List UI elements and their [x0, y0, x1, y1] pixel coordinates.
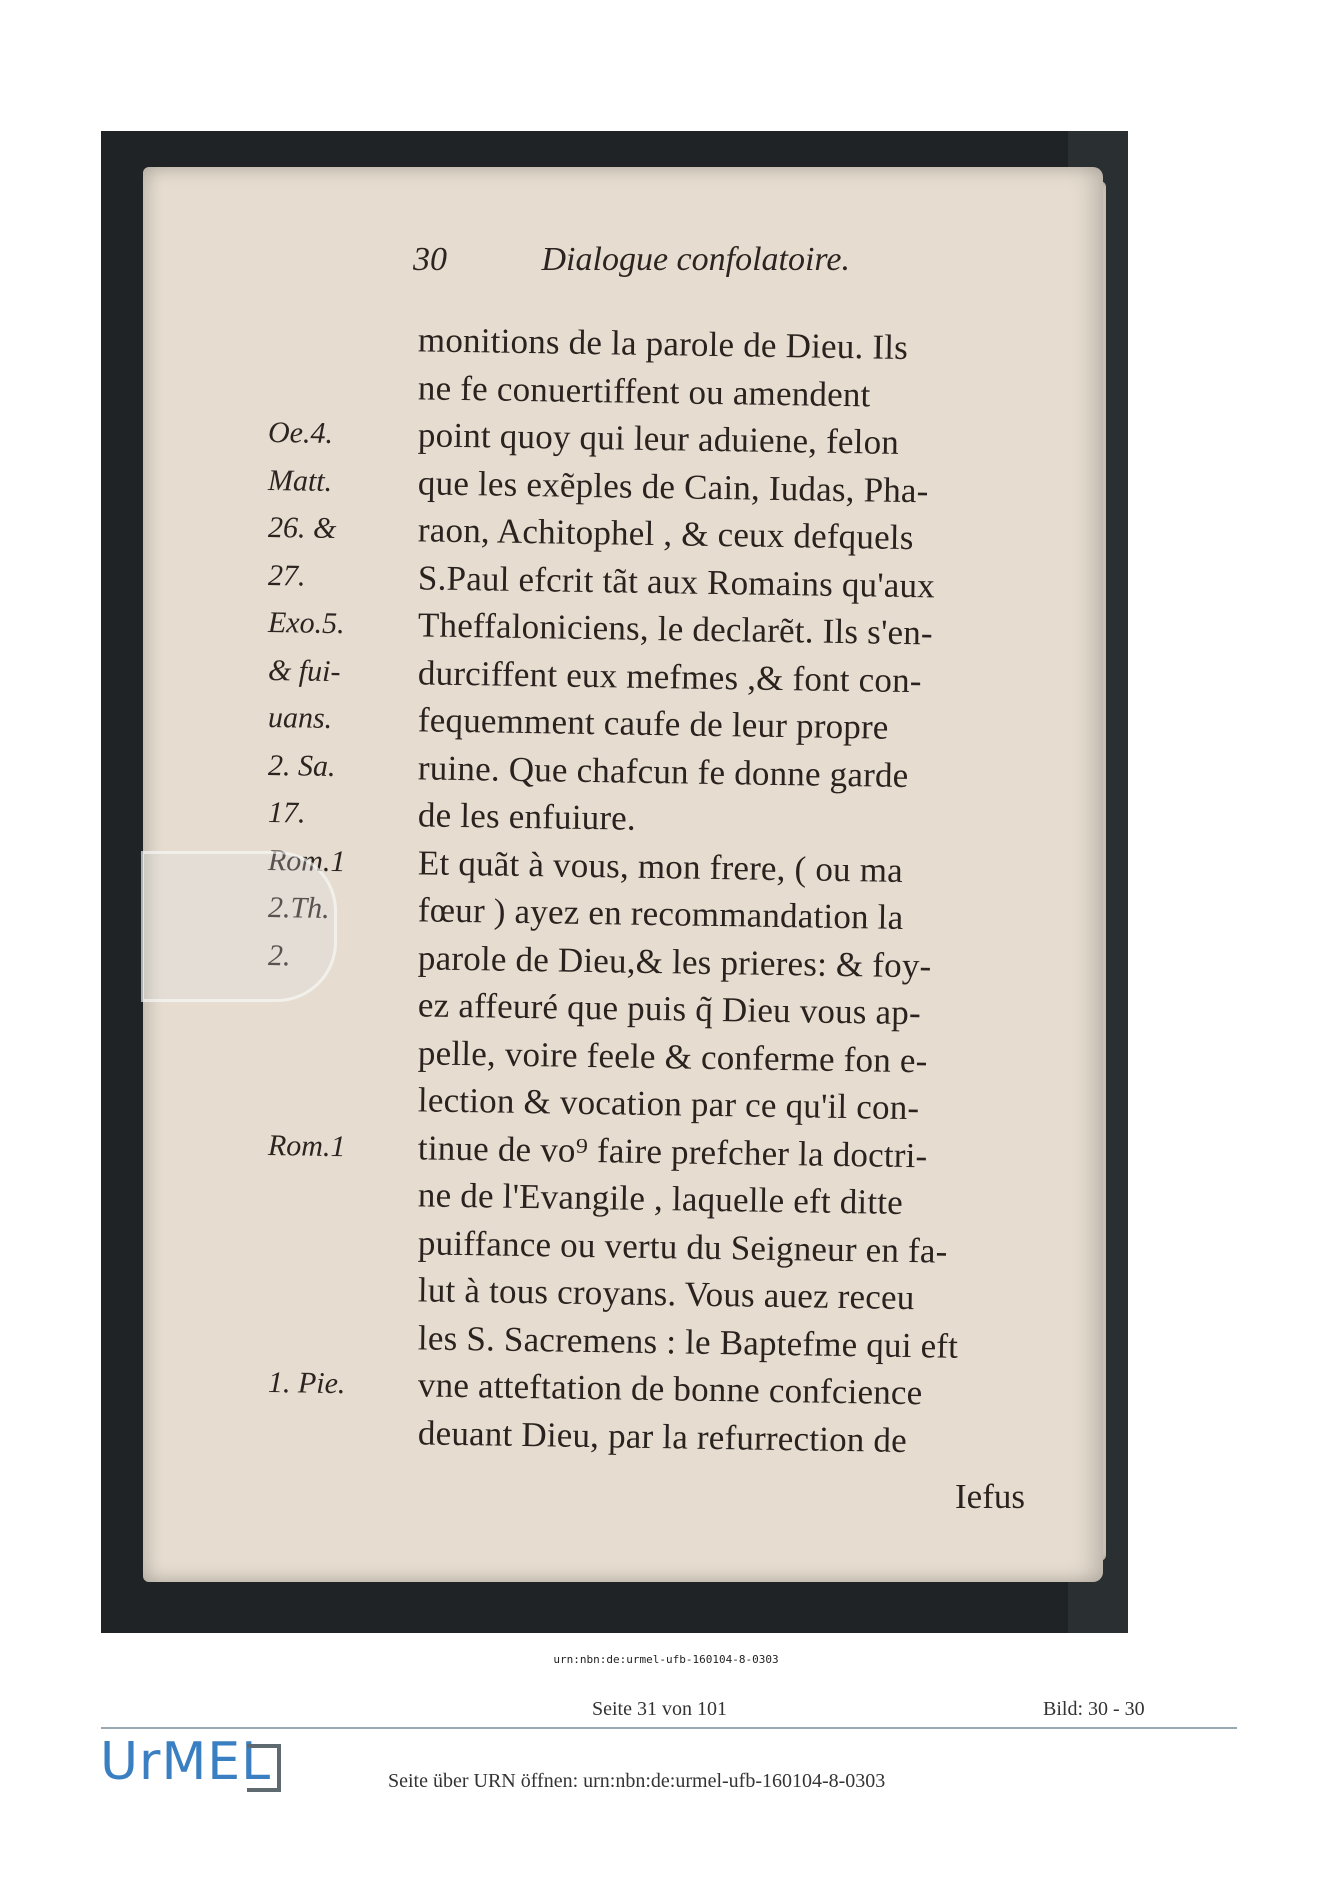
footer-divider: [101, 1727, 1237, 1729]
line-text: Et quãt à vous, mon frere, ( ou ma: [417, 842, 904, 890]
margin-note: & fui-: [267, 653, 341, 688]
margin-note: Rom.1: [267, 1128, 346, 1163]
line-text: pelle, voire feele & conferme fon e-: [417, 1032, 928, 1080]
line-text: de les enfuiure.: [417, 795, 637, 838]
line-text: monitions de la parole de Dieu. Ils: [417, 320, 909, 368]
book-scan-image: [101, 131, 1128, 1633]
margin-note: 2.: [267, 938, 291, 972]
urn-label: urn:nbn:de:urmel-ufb-160104-8-0303: [553, 1653, 779, 1666]
line-text: fœur ) ayez en recommandation la: [417, 890, 904, 937]
line-text: raon, Achitophel , & ceux defquels: [417, 510, 914, 558]
margin-note: 26. &: [267, 510, 337, 546]
page-info: Seite 31 von 101: [592, 1698, 727, 1720]
line-text: point quoy qui leur aduiene, felon: [417, 415, 900, 462]
running-header: [413, 241, 1033, 279]
urn-link[interactable]: Seite über URN öffnen: urn:nbn:de:urmel-ufb-160104-8-0303: [388, 1770, 886, 1792]
line-text: ne de l'Evangile , laquelle eft ditte: [417, 1175, 904, 1222]
margin-note: Rom.1: [267, 843, 346, 878]
logo-text: UrMEL: [100, 1732, 272, 1792]
line-text: parole de Dieu,& les prieres: & foy-: [417, 937, 932, 985]
line-text: durciffent eux mefmes ,& font con-: [417, 652, 922, 700]
image-info: Bild: 30 - 30: [1043, 1698, 1145, 1720]
line-text: Theffaloniciens, le declarẽt. Ils s'en-: [417, 605, 934, 653]
margin-note: Exo.5.: [267, 605, 345, 641]
line-text: deuant Dieu, par la refurrection de: [417, 1412, 908, 1460]
margin-note: uans.: [267, 700, 333, 735]
line-text: lut à tous croyans. Vous auez receu: [417, 1270, 915, 1318]
margin-note: Matt.: [267, 463, 333, 498]
line-text: vne atteftation de bonne confcience: [417, 1365, 923, 1413]
line-text: ne fe conuertiffent ou amendent: [417, 367, 871, 414]
margin-note: 27.: [267, 558, 306, 593]
line-text: tinue de vo⁹ faire prefcher la doctri-: [417, 1127, 928, 1175]
margin-note: 1. Pie.: [267, 1365, 346, 1401]
page-clip: [141, 851, 337, 1002]
header-page-number: 30: [413, 241, 447, 278]
line-text: ruine. Que chafcun fe donne garde: [417, 747, 909, 795]
margin-note: 2. Sa.: [267, 748, 336, 783]
line-text: fequemment caufe de leur propre: [417, 700, 889, 747]
line-text: puiffance ou vertu du Seigneur en fa-: [417, 1222, 948, 1271]
line-text: les S. Sacremens : le Baptefme qui eft: [417, 1317, 959, 1366]
margin-note: Oe.4.: [267, 415, 334, 450]
margin-note: 2.Th.: [267, 890, 330, 925]
header-title: Dialogue confolatoire.: [541, 241, 850, 278]
line-text: ez affeuré que puis q̃ Dieu vous ap-: [417, 985, 922, 1033]
line-text: que les exẽples de Cain, Iudas, Pha-: [417, 462, 929, 510]
line-text: lection & vocation par ce qu'il con-: [417, 1080, 920, 1128]
margin-note: 17.: [267, 795, 306, 830]
logo-bracket-icon: [247, 1744, 281, 1792]
line-text: S.Paul efcrit tãt aux Romains qu'aux: [417, 557, 936, 605]
catchword: Iefus: [955, 1477, 1025, 1516]
urmel-logo: [100, 1732, 290, 1792]
margin-note: [268, 314, 373, 316]
